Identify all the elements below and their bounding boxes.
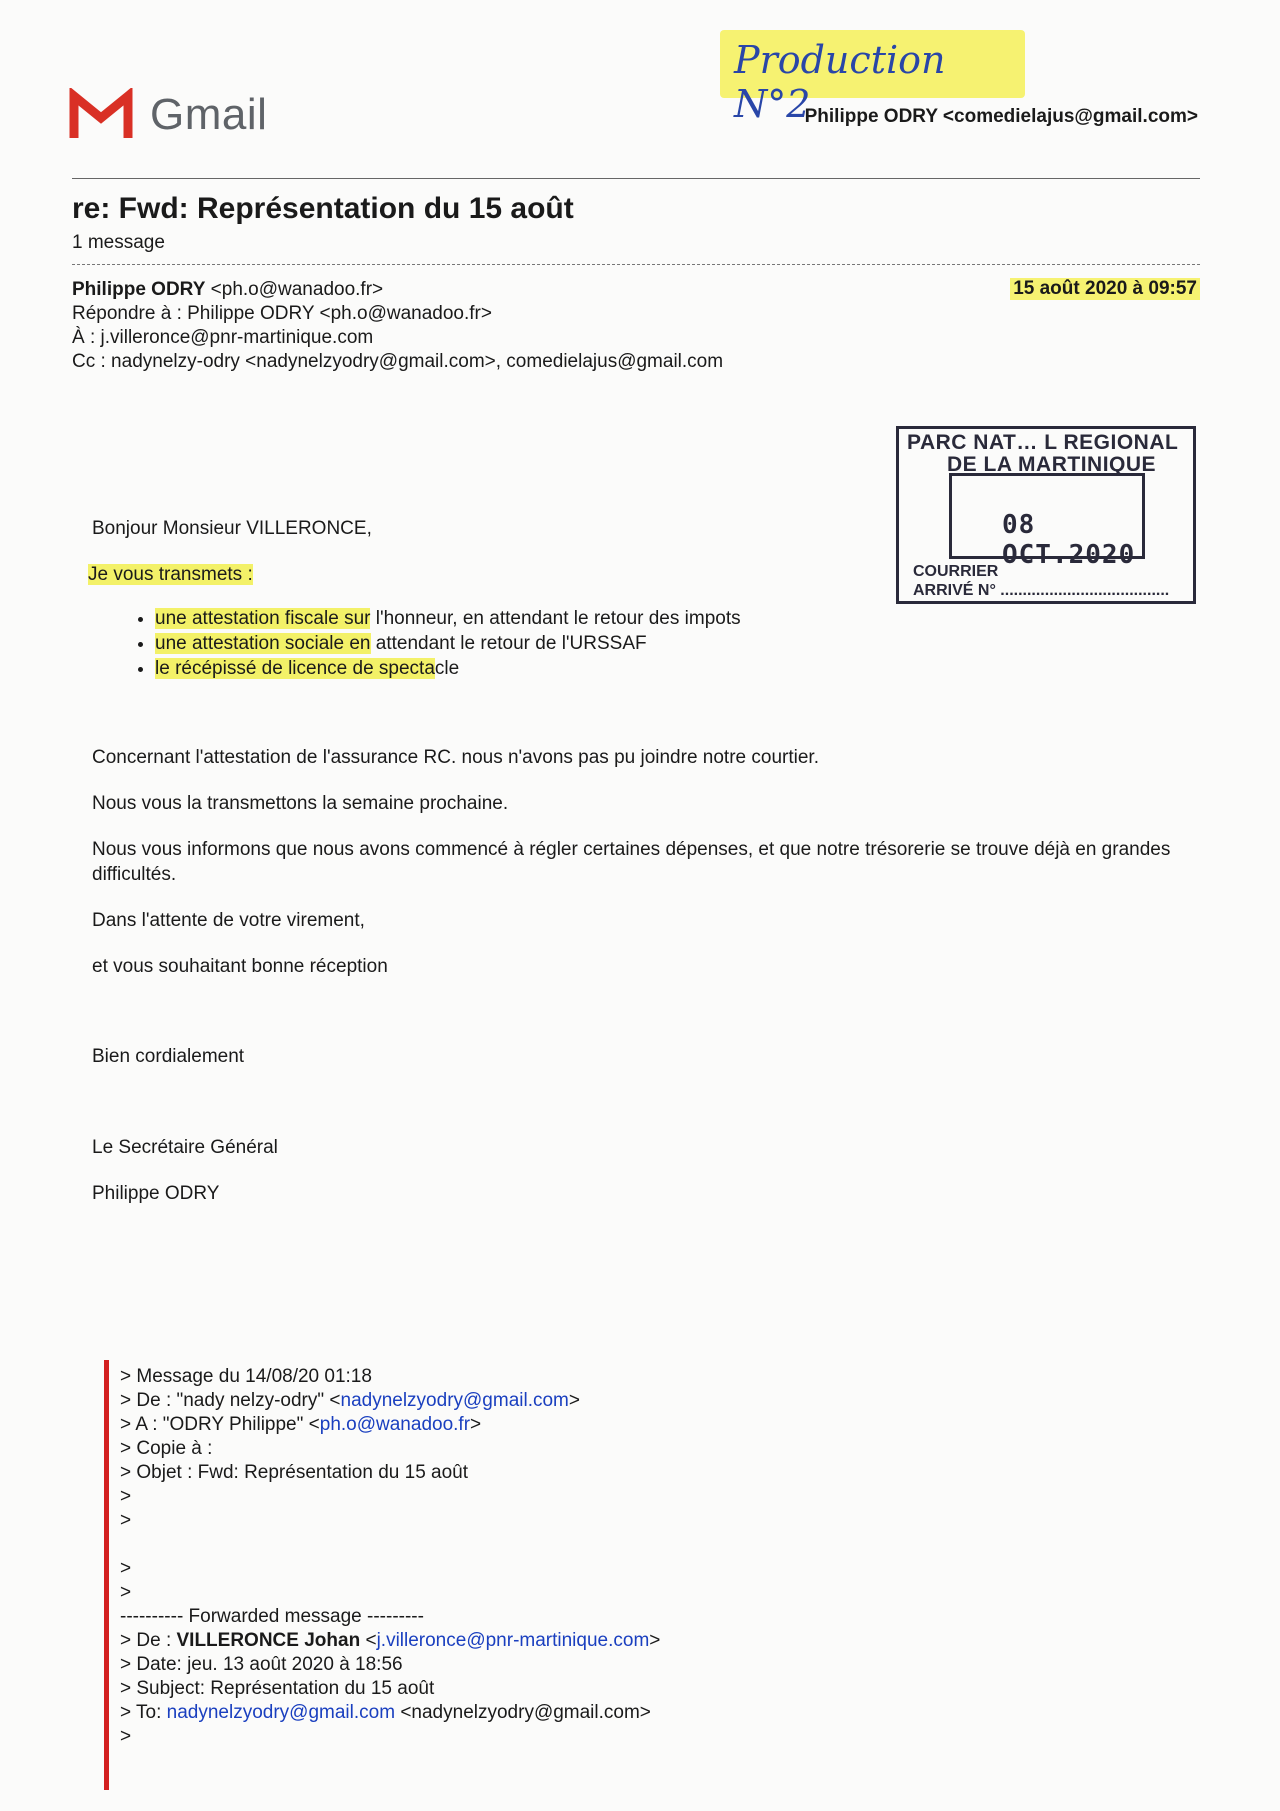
paragraph-next-week: Nous vous la transmettons la semaine prochaine. (92, 793, 509, 814)
gmail-logo-icon (68, 88, 134, 140)
signature-name: Philippe ODRY (92, 1183, 220, 1204)
list-item-highlight: une attestation sociale en (155, 633, 371, 654)
quote-line: > (120, 1726, 132, 1747)
quote-line: > (120, 1486, 132, 1507)
list-item-text: l'honneur, en attendant le retour des impots (370, 608, 741, 629)
intro-text: Je vous transmets : (88, 564, 253, 585)
email-link[interactable]: j.villeronce@pnr-martinique.com (376, 1630, 650, 1651)
quote-line: > (120, 1582, 132, 1603)
quote-text: > De : "nady nelzy-odry" < (120, 1390, 341, 1411)
to-line: À : j.villeronce@pnr-martinique.com (72, 327, 374, 348)
list-item (155, 656, 741, 681)
quote-text: > De : (120, 1630, 177, 1651)
attachment-list (105, 606, 741, 681)
email-link[interactable]: ph.o@wanadoo.fr (319, 1414, 471, 1435)
quote-line (120, 1413, 481, 1437)
list-item-text: cle (434, 658, 460, 679)
quote-text: > (470, 1414, 482, 1435)
sender-line (72, 278, 383, 302)
signature-title: Le Secrétaire Général (92, 1137, 278, 1158)
message-date: 15 août 2020 à 09:57 (1010, 278, 1200, 300)
paragraph-insurance: Concernant l'attestation de l'assurance RC. nous n'avons pas pu joindre notre courtier. (92, 747, 819, 768)
quote-line (120, 1389, 580, 1413)
quote-line (120, 1701, 651, 1725)
list-item-highlight: une attestation fiscale sur (155, 608, 371, 629)
list-item (155, 606, 741, 631)
email-subject: re: Fwd: Représentation du 15 août (72, 192, 574, 225)
cc-line: Cc : nadynelzy-odry <nadynelzyodry@gmail.com>, comedielajus@gmail.com (72, 351, 724, 372)
sender-address: <ph.o@wanadoo.fr> (210, 279, 384, 300)
closing: Bien cordialement (92, 1046, 245, 1067)
stamp-date: 08 OCT.2020 (1002, 510, 1136, 570)
subject-divider (72, 264, 1200, 265)
quote-bar (104, 1360, 109, 1790)
quote-line: > Objet : Fwd: Représentation du 15 août (120, 1462, 469, 1483)
production-label: Production N°2 (734, 38, 946, 126)
header-divider (72, 178, 1200, 179)
message-count: 1 message (72, 232, 165, 253)
email-link[interactable]: nadynelzyodry@gmail.com (340, 1390, 569, 1411)
quote-line: > Date: jeu. 13 août 2020 à 18:56 (120, 1654, 403, 1675)
paragraph-treasury: Nous vous informons que nous avons commencé à régler certaines dépenses, et que notre trésorerie se trouve déjà en grandes difficultés. (92, 839, 1171, 885)
sender-name: Philippe ODRY (72, 279, 206, 300)
quote-line: > Subject: Représentation du 15 août (120, 1678, 435, 1699)
email-link[interactable]: nadynelzyodry@gmail.com (166, 1702, 396, 1723)
quote-line: > Copie à : (120, 1438, 213, 1459)
quote-text: > To: (120, 1702, 167, 1723)
reply-to-line: Répondre à : Philippe ODRY <ph.o@wanadoo.fr> (72, 303, 492, 324)
list-item (155, 631, 741, 656)
quote-line: > (120, 1558, 132, 1579)
stamp-line-2: DE LA MARTINIQUE (947, 453, 1157, 476)
gmail-wordmark: Gmail (150, 90, 268, 139)
quote-line: > (120, 1510, 132, 1531)
list-item-text: attendant le retour de l'URSSAF (370, 633, 647, 654)
forwarded-header: ---------- Forwarded message --------- (120, 1606, 424, 1627)
quote-text: > (568, 1390, 580, 1411)
quote-line: > Message du 14/08/20 01:18 (120, 1366, 372, 1387)
intro (88, 562, 253, 587)
quote-text: > A : "ODRY Philippe" < (120, 1414, 320, 1435)
greeting: Bonjour Monsieur VILLERONCE, (92, 518, 372, 539)
list-item-highlight: le récépissé de licence de specta (155, 658, 435, 679)
paragraph-reception: et vous souhaitant bonne réception (92, 956, 388, 977)
forward-sender-name: VILLERONCE Johan (176, 1630, 361, 1651)
stamp-line-3: COURRIER (913, 563, 999, 580)
reception-stamp (896, 426, 1196, 604)
account-address: Philippe ODRY <comedielajus@gmail.com> (804, 106, 1198, 127)
quote-line (120, 1629, 660, 1653)
quote-text: <nadynelzyodry@gmail.com> (395, 1702, 651, 1723)
stamp-line-4: ARRIVÉ N° ...................................... (913, 582, 1170, 599)
paragraph-transfer: Dans l'attente de votre virement, (92, 910, 365, 931)
quote-text: > (649, 1630, 661, 1651)
quote-text: < (360, 1630, 377, 1651)
stamp-line-1: PARC NAT… L REGIONAL (907, 431, 1179, 454)
